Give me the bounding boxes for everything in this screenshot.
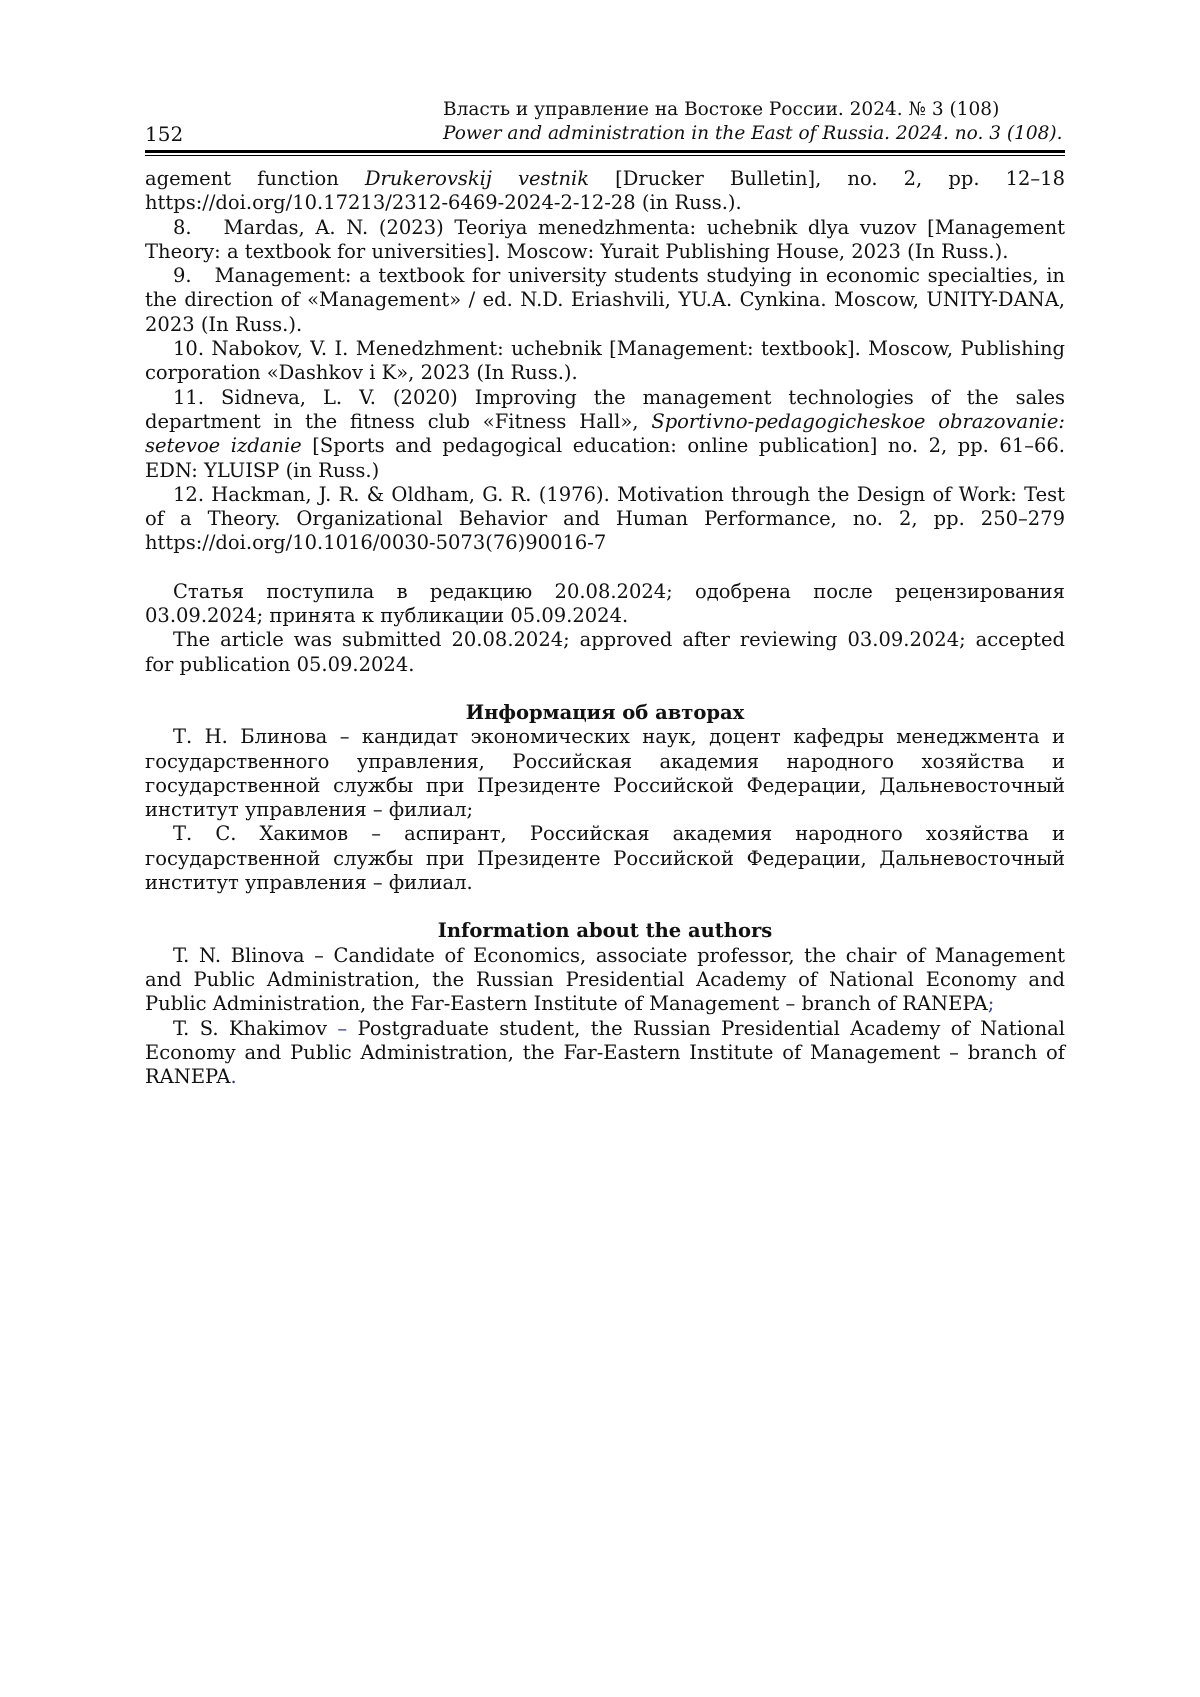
author-blinova-ru: Т. Н. Блинова – кандидат экономических наук, доцент кафедры менеджмента и государственного управления, Российская академия народного хозяйства и государственной службы при Президенте Российской Федерации, Дальневосточный институт управления – филиал; [145,725,1065,822]
author-blinova-en: T. N. Blinova – Candidate of Economics, associate professor, the chair of Management and Public Administration, the Russian Presidential Academy of National Economy and Public Administration, the Far-Eastern Institute of Management – branch of RANEPA; [145,944,1065,1017]
page-content [145,167,1065,1089]
spacer [145,556,1065,580]
page-header [145,96,1065,148]
authors-heading-en: Information about the authors [145,919,1065,943]
page-number: 152 [145,122,183,146]
reference-8: 8. Mardas, A. N. (2023) Teoriya menedzhmenta: uchebnik dlya vuzov [Management Theory: a textbook for universities]. Moscow: Yurait Publishing House, 2023 (In Russ.). [145,216,1065,265]
spacer [145,677,1065,701]
submission-info-en: The article was submitted 20.08.2024; approved after reviewing 03.09.2024; accepted for publication 05.09.2024. [145,628,1065,677]
reference-7-continued: agement function Drukerovskij vestnik [Drucker Bulletin], no. 2, pp. 12–18 https://doi.org/10.17213/2312-6469-2024-2-12-28 (in Russ.). [145,167,1065,216]
spacer [145,895,1065,919]
reference-12: 12. Hackman, J. R. & Oldham, G. R. (1976). Motivation through the Design of Work: Test of a Theory. Organizational Behavior and Human Performance, no. 2, pp. 250–279 https://doi.org/10.1016/0030-5073(76)90016-7 [145,483,1065,556]
reference-10: 10. Nabokov, V. I. Menedzhment: uchebnik [Management: textbook]. Moscow, Publishing corporation «Dashkov i K», 2023 (In Russ.). [145,337,1065,386]
journal-title-en: Power and administration in the East of Russia. 2024. no. 3 (108). [443,122,1063,146]
journal-title-ru: Власть и управление на Востоке России. 2024. № 3 (108) [443,98,1063,122]
journal-title [443,98,1063,146]
reference-11: 11. Sidneva, L. V. (2020) Improving the management technologies of the sales department in the fitness club «Fitness Hall», Sportivno-pedagogicheskoe obrazovanie: setevoe izdanie [Sports and pedagogical education: online publication] no. 2, pp. 61–66. EDN: YLUISP (in Russ.) [145,386,1065,483]
header-rule-thick [145,150,1065,153]
author-khakimov-en: T. S. Khakimov – Postgraduate student, the Russian Presidential Academy of National Economy and Public Administration, the Far-Eastern Institute of Management – branch of RANEPA. [145,1017,1065,1090]
header-rule-thin [145,155,1065,156]
author-khakimov-ru: Т. С. Хакимов – аспирант, Российская академия народного хозяйства и государственной службы при Президенте Российской Федерации, Дальневосточный институт управления – филиал. [145,822,1065,895]
submission-info-ru: Статья поступила в редакцию 20.08.2024; одобрена после рецензирования 03.09.2024; принята к публикации 05.09.2024. [145,580,1065,629]
journal-page [145,96,1065,148]
reference-9: 9. Management: a textbook for university students studying in economic specialties, in the direction of «Management» / ed. N.D. Eriashvili, YU.A. Cynkina. Moscow, UNITY-DANA, 2023 (In Russ.). [145,264,1065,337]
authors-heading-ru: Информация об авторах [145,701,1065,725]
